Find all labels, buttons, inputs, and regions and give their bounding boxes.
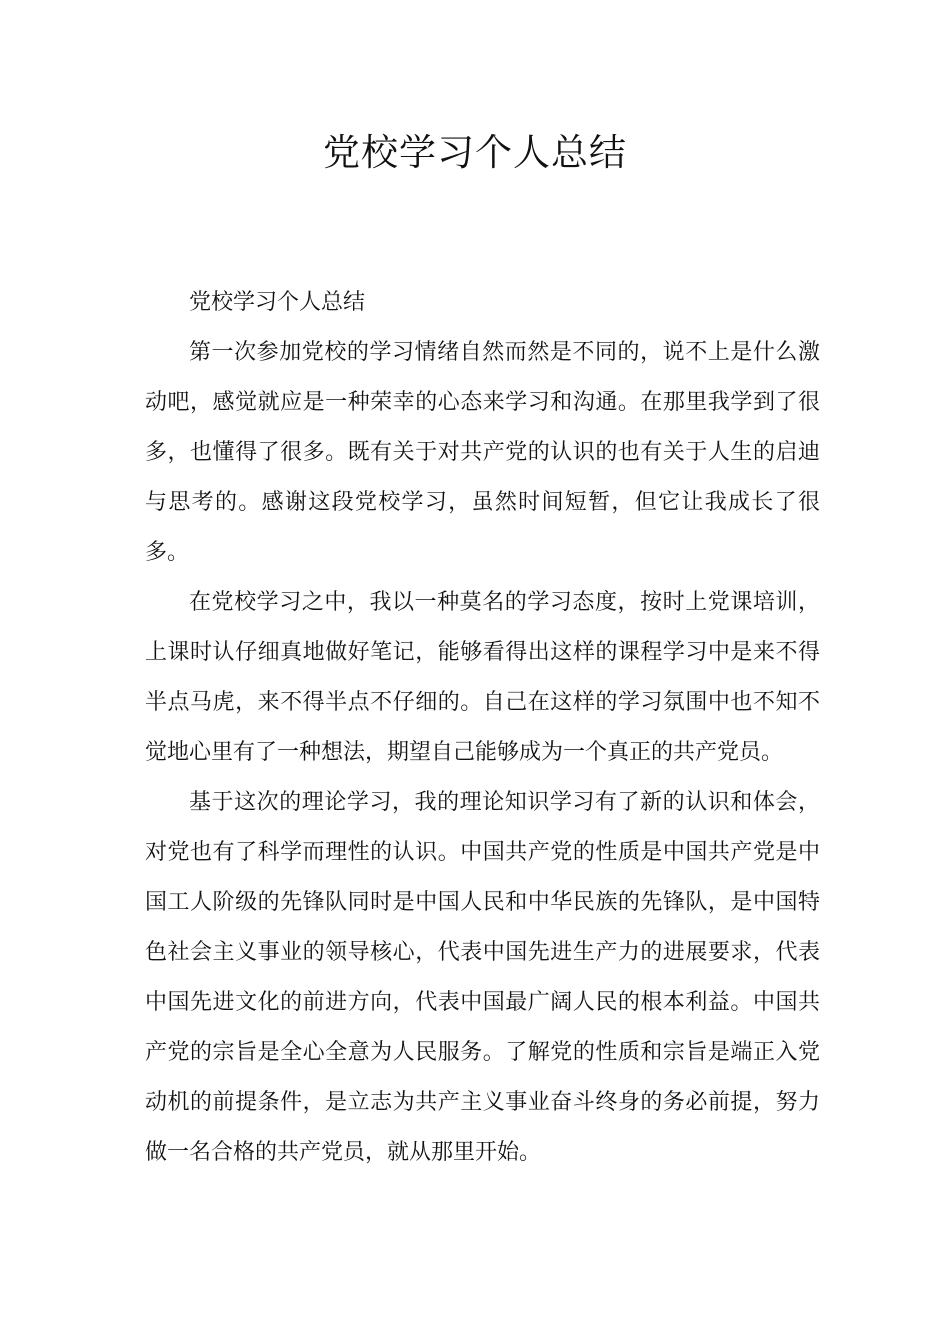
- document-title: 党校学习个人总结: [323, 131, 627, 174]
- paragraph-subtitle: 党校学习个人总结: [189, 290, 366, 315]
- paragraph-3: 基于这次的理论学习，我的理论知识学习有了新的认识和体会，对党也有了科学而理性的认识。中国共产党的性质是中国共产党是中国工人阶级的先锋队同时是中国人民和中华民族的先锋队，是中国特色社会主义事业的领导核心，代表中国先进生产力的进展要求，代表中国先进文化的前进方向，代表中国最广阔人民的根本利益。中国共产党的宗旨是全心全意为人民服务。了解党的性质和宗旨是端正入党动机的前提条件，是立志为共产主义事业奋斗终身的务必前提，努力做一名合格的共产党员，就从那里开始。: [145, 790, 820, 1165]
- paragraph-2: 在党校学习之中，我以一种莫名的学习态度，按时上党课培训，上课时认仔细真地做好笔记，能够看得出这样的课程学习中是来不得半点马虎，来不得半点不仔细的。自己在这样的学习氛围中也不知不觉地心里有了一种想法，期望自己能够成为一个真正的共产党员。: [145, 590, 820, 765]
- document-body: [145, 278, 820, 1178]
- paragraph-1: 第一次参加党校的学习情绪自然而然是不同的，说不上是什么激动吧，感觉就应是一种荣幸的心态来学习和沟通。在那里我学到了很多，也懂得了很多。既有关于对共产党的认识的也有关于人生的启迪与思考的。感谢这段党校学习，虽然时间短暂，但它让我成长了很多。: [145, 340, 820, 565]
